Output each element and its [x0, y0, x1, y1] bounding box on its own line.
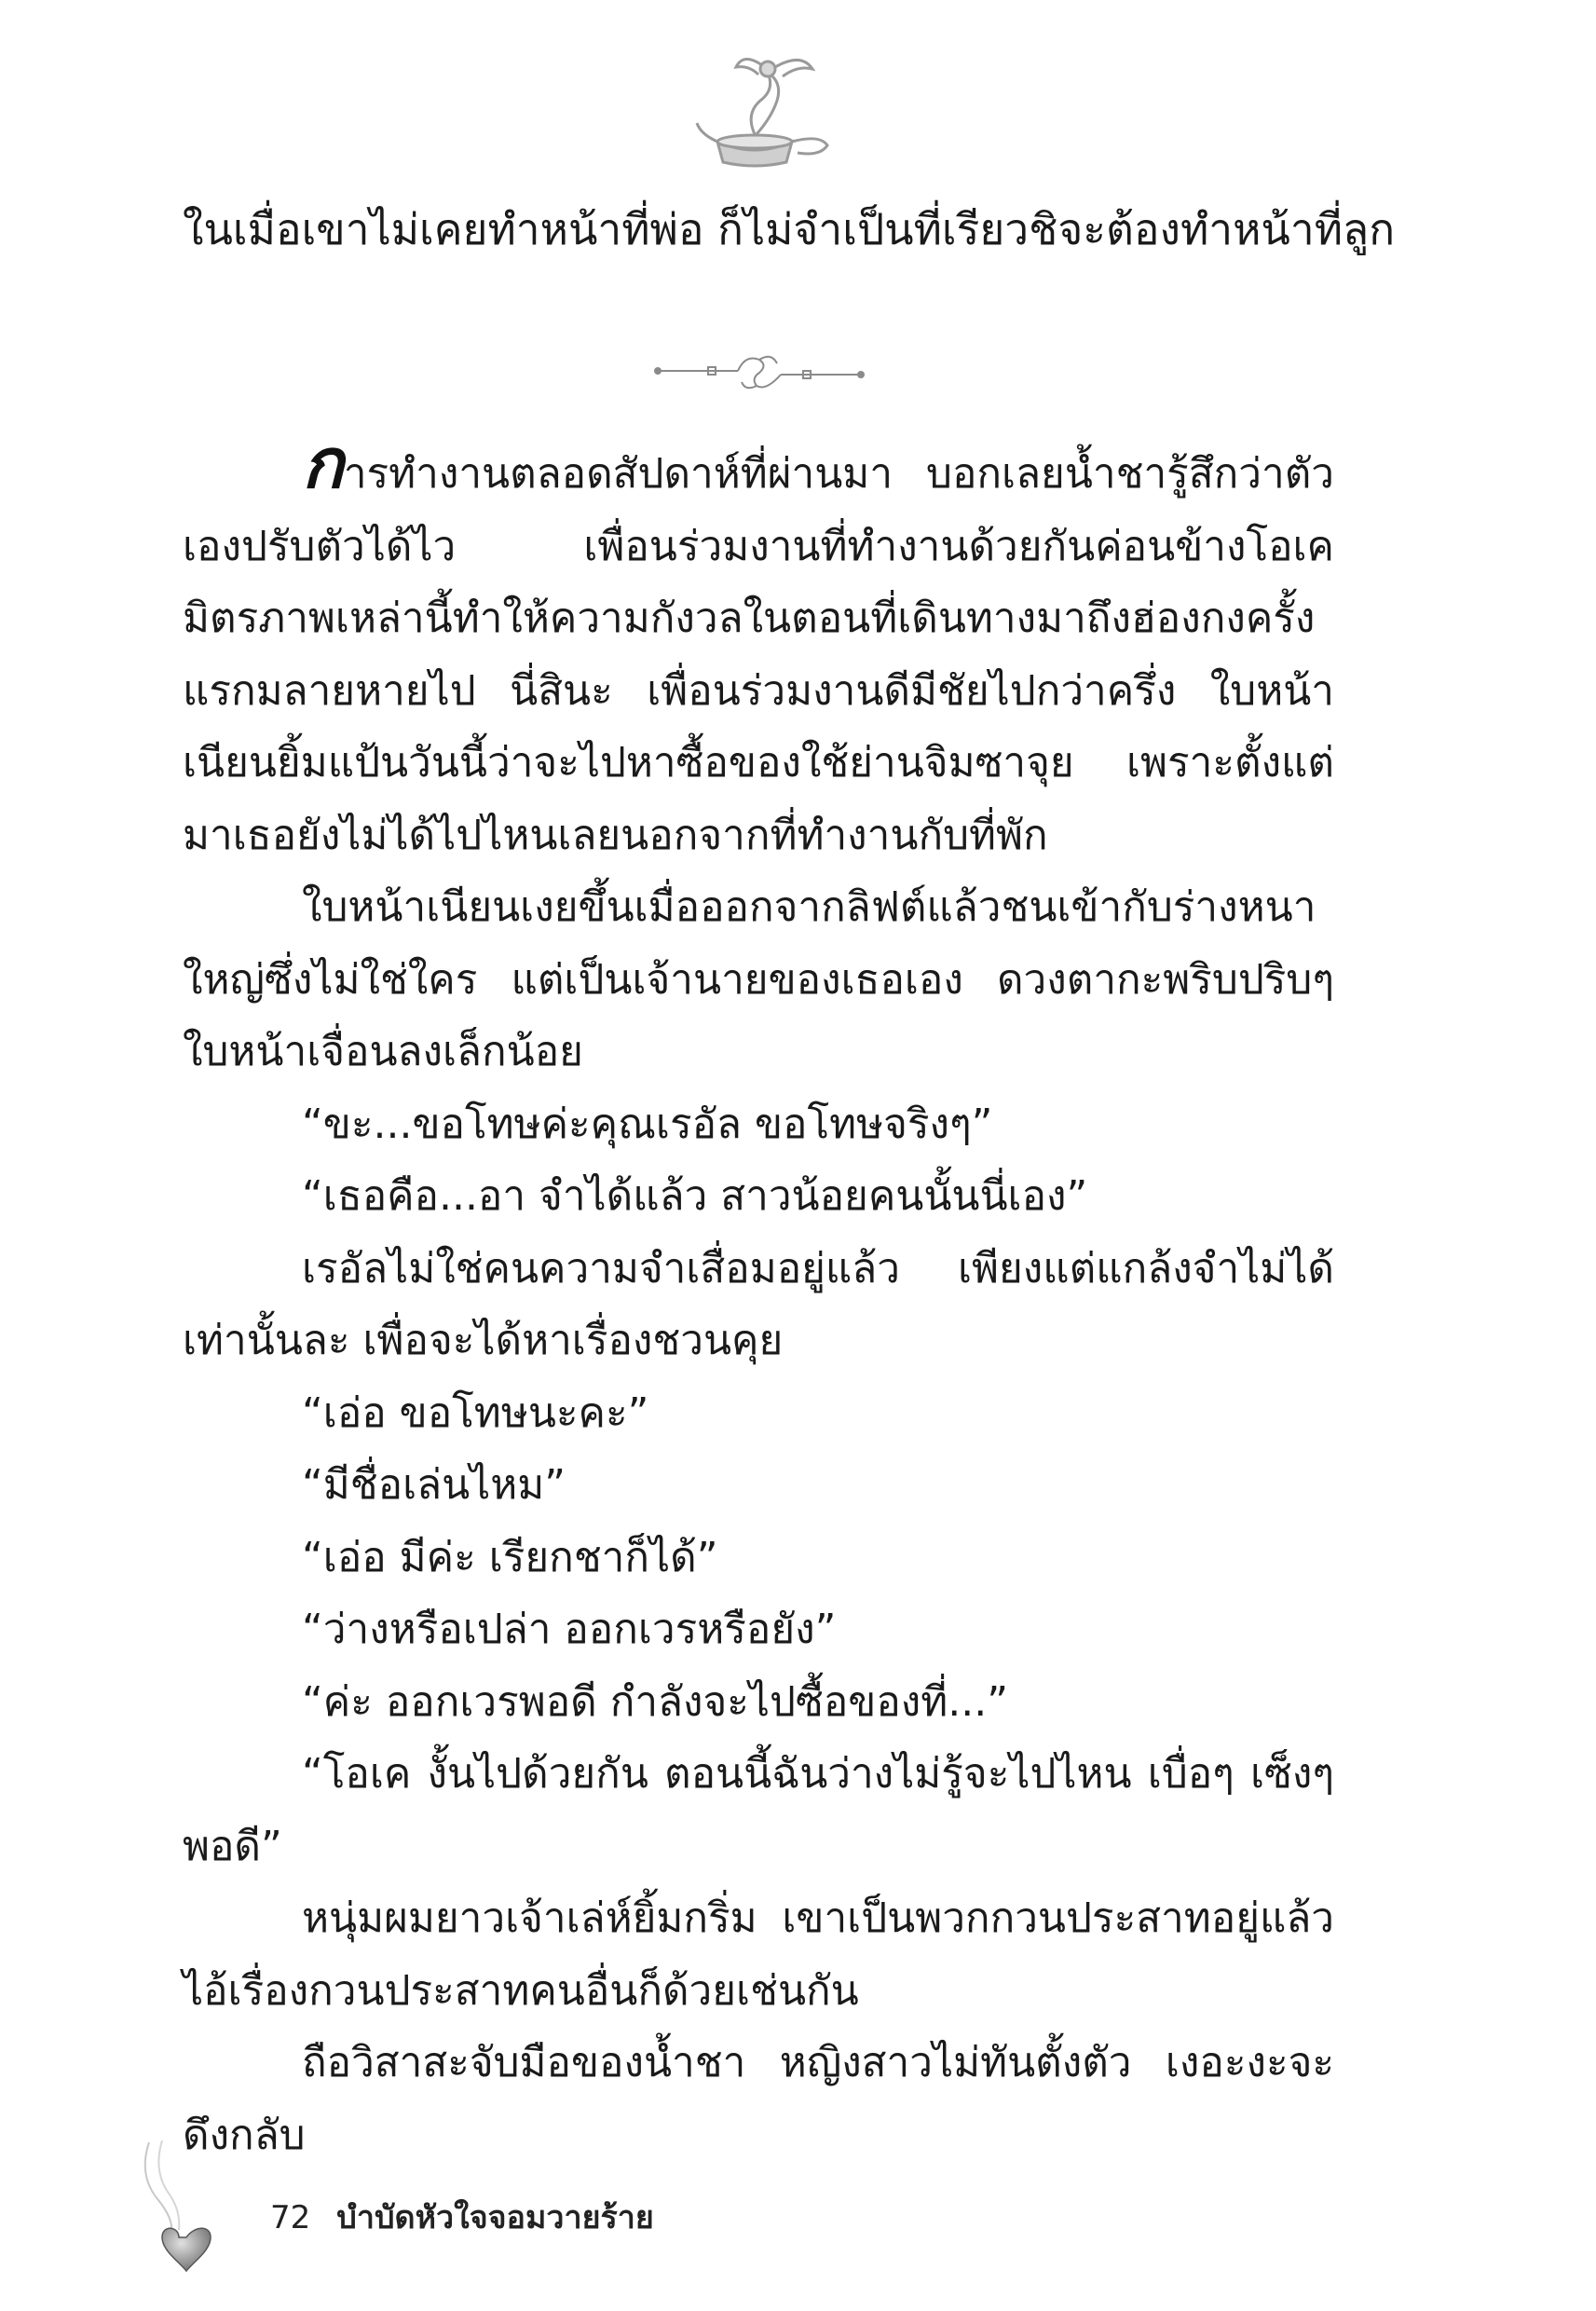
paragraph [183, 424, 1334, 871]
flourish-divider-icon [652, 347, 866, 395]
dialogue-line: “ค่ะ ออกเวรพอดี กำลังจะไปซื้อของที่...” [302, 1677, 1009, 1726]
book-title: บำบัดหัวใจจอมวายร้าย [336, 2199, 654, 2236]
paragraph: เรอัลไม่ใช่คนความจำเสื่อมอยู่แล้ว เพียงแต่แกล้งจำไม่ได้เท่านั้นละ เพื่อจะได้หาเรื่องชวนคุย [183, 1244, 1334, 1364]
heart-pendant-icon [130, 2139, 233, 2278]
paragraph-text: ารทำงานตลอดสัปดาห์ที่ผ่านมา บอกเลยน้ำชารู้สึกว่าตัวเองปรับตัวได้ไว เพื่อนร่วมงานที่ทำงานด้วยกันค่อนข้างโอเค มิตรภาพเหล่านี้ทำให้ความกังวลในตอนที่เดินทางมาถึงฮ่องกงครั้งแรกมลายหายไป นี่สินะ เพื่อนร่วมงานดีมีชัยไปกว่าครึ่ง ใบหน้าเนียนยิ้มแป้นวันนี้ว่าจะไปหาซื้อของใช้ย่านจิมซาจุย เพราะตั้งแต่มาเธอยังไม่ได้ไปไหนเลยนอกจากที่ทำงานกับที่พัก [183, 450, 1334, 859]
paragraph: ถือวิสาสะจับมือของน้ำชา หญิงสาวไม่ทันตั้งตัว เงอะงะจะดึงกลับ [183, 2039, 1334, 2159]
paragraph: หนุ่มผมยาวเจ้าเล่ห์ยิ้มกริ่ม เขาเป็นพวกกวนประสาทอยู่แล้ว ไอ้เรื่องกวนประสาทคนอื่นก็ด้วยเช่นกัน [183, 1894, 1334, 2015]
dialogue-line: “เอ่อ มีค่ะ เรียกชาก็ได้” [302, 1533, 718, 1581]
lead-sentence: ในเมื่อเขาไม่เคยทำหน้าที่พ่อ ก็ไม่จำเป็นที่เรียวชิจะต้องทำหน้าที่ลูก [183, 204, 1396, 254]
genie-lamp-ornament-icon [689, 48, 839, 174]
paragraph: ใบหน้าเนียนเงยขึ้นเมื่อออกจากลิฟต์แล้วชนเข้ากับร่างหนาใหญ่ซึ่งไม่ใช่ใคร แต่เป็นเจ้านายของเธอเอง ดวงตากะพริบปริบๆ ใบหน้าเจื่อนลงเล็กน้อย [183, 883, 1334, 1075]
page-number: 72 [270, 2199, 311, 2236]
dialogue-line: “เธอคือ...อา จำได้แล้ว สาวน้อยคนนั้นนี่เอง” [302, 1172, 1088, 1220]
paragraph: “โอเค งั้นไปด้วยกัน ตอนนี้ฉันว่างไม่รู้จะไปไหน เบื่อๆ เซ็งๆ พอดี” [183, 1750, 1334, 1870]
body-text [183, 424, 1334, 2171]
dialogue-line: “ว่างหรือเปล่า ออกเวรหรือยัง” [302, 1606, 837, 1653]
dialogue-line: “ขะ...ขอโทษค่ะคุณเรอัล ขอโทษจริงๆ” [302, 1100, 993, 1148]
page-footer [270, 2192, 654, 2242]
drop-cap: ก [302, 424, 344, 504]
dialogue-line: “เอ่อ ขอโทษนะคะ” [302, 1388, 649, 1437]
dialogue-line: “มีชื่อเล่นไหม” [302, 1461, 566, 1509]
